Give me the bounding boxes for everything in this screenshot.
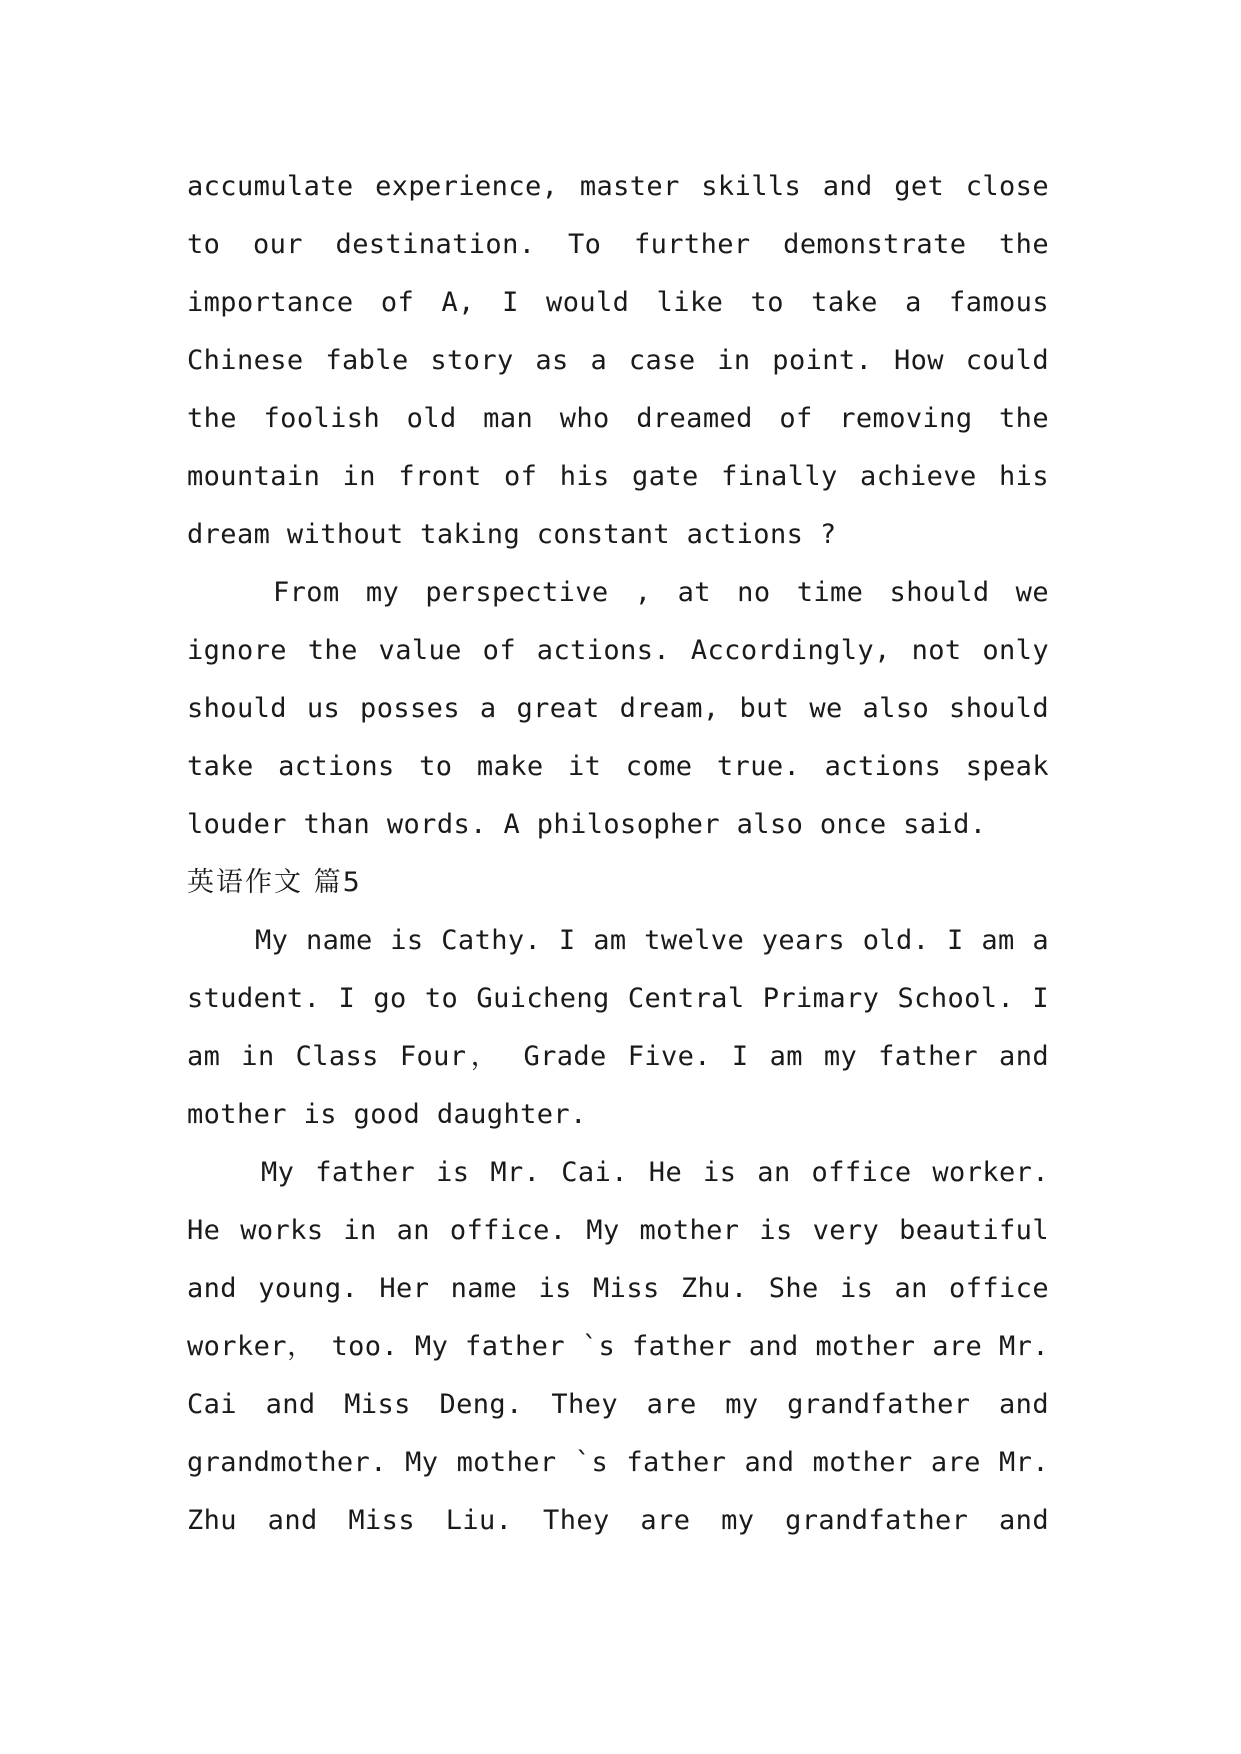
text-line: My father is Mr. Cai. He is an office worker.: [261, 1157, 1049, 1188]
text-line: student. I go to Guicheng Central Primary School. I: [187, 983, 1049, 1014]
paragraph-continued: [187, 158, 1049, 564]
text-line: ignore the value of actions. Accordingly, not only: [187, 635, 1049, 666]
text-line: My name is Cathy. I am twelve years old. I am a: [255, 925, 1049, 956]
text-line: importance of A, I would like to take a famous: [187, 287, 1049, 318]
text-line: louder than words. A philosopher also once said.: [187, 809, 987, 840]
document-body: [187, 158, 1049, 1550]
section-heading: 英语作文 篇5: [187, 867, 362, 898]
text-line: He works in an office. My mother is very beautiful: [187, 1215, 1049, 1246]
text-line: Zhu and Miss Liu. They are my grandfather and: [187, 1505, 1049, 1536]
text-line: Chinese fable story as a case in point. How could: [187, 345, 1049, 376]
text-line: should us posses a great dream, but we also should: [187, 693, 1049, 724]
text-line: dream without taking constant actions ?: [187, 519, 837, 550]
text-line: accumulate experience, master skills and get close: [187, 171, 1049, 202]
paragraph-family: [187, 1144, 1049, 1550]
text-line: the foolish old man who dreamed of removing the: [187, 403, 1049, 434]
text-line: to our destination. To further demonstrate the: [187, 229, 1049, 260]
paragraph-intro: [187, 912, 1049, 1144]
text-line: mountain in front of his gate finally achieve his: [187, 461, 1049, 492]
text-line: am in Class Four， Grade Five. I am my father and: [187, 1041, 1049, 1072]
paragraph-perspective: [187, 564, 1049, 854]
text-line: mother is good daughter.: [187, 1099, 587, 1130]
text-line: Cai and Miss Deng. They are my grandfather and: [187, 1389, 1049, 1420]
text-line: grandmother. My mother `s father and mother are Mr.: [187, 1447, 1049, 1478]
text-line: and young. Her name is Miss Zhu. She is an office: [187, 1273, 1049, 1304]
text-line: worker， too. My father `s father and mother are Mr.: [187, 1331, 1049, 1362]
text-line: take actions to make it come true. actions speak: [187, 751, 1049, 782]
text-line: From my perspective , at no time should we: [273, 577, 1049, 608]
